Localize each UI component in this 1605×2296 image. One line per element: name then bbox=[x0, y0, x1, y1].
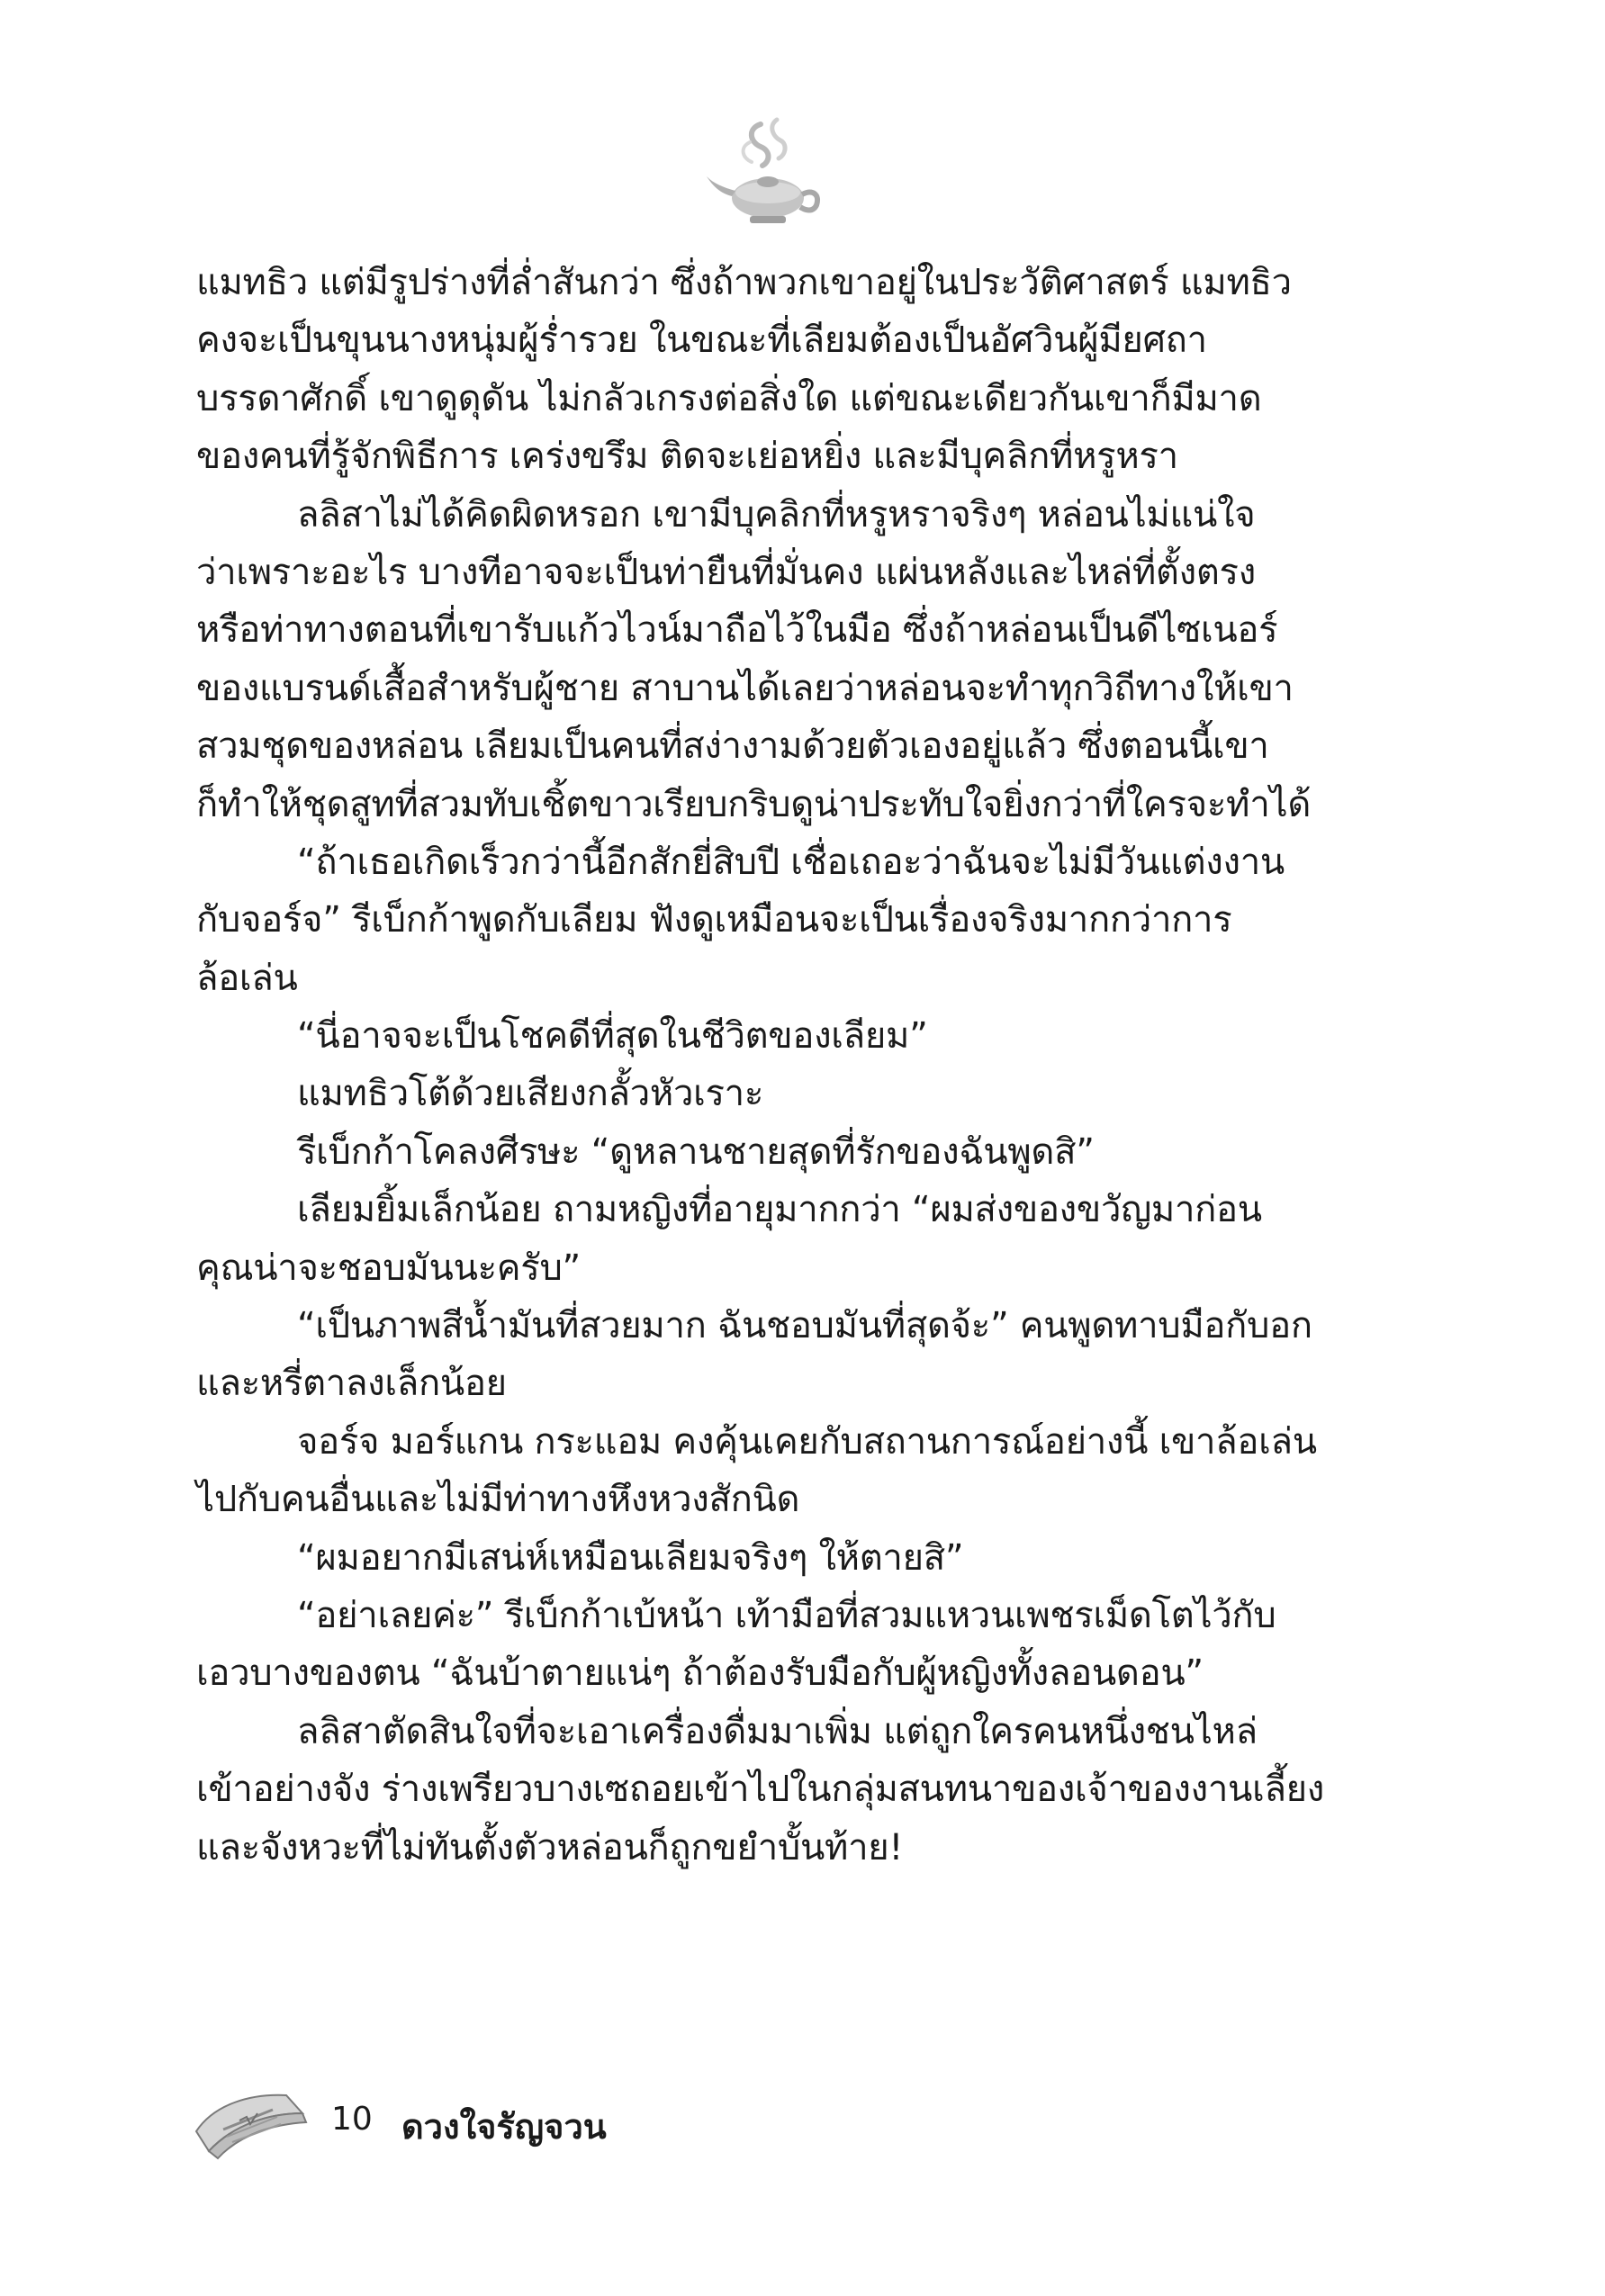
text-line: “ผมอยากมีเสน่ห์เหมือนเลียมจริงๆ ให้ตายสิ” bbox=[297, 1536, 964, 1579]
text-line: “อย่าเลยค่ะ” รีเบ็กก้าเบ้หน้า เท้ามือที่สวมแหวนเพชรเม็ดโตไว้กับ bbox=[297, 1594, 1276, 1636]
text-line: หรือท่าทางตอนที่เขารับแก้วไวน์มาถือไว้ในมือ ซึ่งถ้าหล่อนเป็นดีไซเนอร์ bbox=[196, 609, 1278, 652]
text-line: ไปกับคนอื่นและไม่มีท่าทางหึงหวงสักนิด bbox=[196, 1479, 800, 1521]
text-line: “เป็นภาพสีน้ำมันที่สวยมาก ฉันชอบมันที่สุดจ้ะ” คนพูดทาบมือกับอก bbox=[297, 1305, 1312, 1347]
text-line: ล้อเล่น bbox=[196, 957, 298, 999]
page-footer bbox=[187, 2070, 817, 2169]
text-line: ลลิสาไม่ได้คิดผิดหรอก เขามีบุคลิกที่หรูหราจริงๆ หล่อนไม่แน่ใจ bbox=[297, 493, 1256, 536]
text-line: ลลิสาตัดสินใจที่จะเอาเครื่องดื่มมาเพิ่ม แต่ถูกใครคนหนึ่งชนไหล่ bbox=[297, 1710, 1258, 1752]
text-line: “นี่อาจจะเป็นโชคดีที่สุดในชีวิตของเลียม” bbox=[297, 1015, 928, 1058]
text-line: และจังหวะที่ไม่ทันตั้งตัวหล่อนก็ถูกขยำบั้นท้าย! bbox=[196, 1826, 904, 1868]
body-text bbox=[196, 254, 1366, 1877]
text-line: และหรี่ตาลงเล็กน้อย bbox=[196, 1363, 507, 1405]
text-line: เลียมยิ้มเล็กน้อย ถามหญิงที่อายุมากกว่า “ผมส่งของขวัญมาก่อน bbox=[297, 1189, 1262, 1231]
text-line: แมทธิวโต้ด้วยเสียงกลั้วหัวเราะ bbox=[297, 1073, 764, 1115]
book-title: ดวงใจรัญจวน bbox=[401, 2107, 607, 2147]
text-line: รีเบ็กก้าโคลงศีรษะ “ดูหลานชายสุดที่รักของฉันพูดสิ” bbox=[297, 1130, 1095, 1173]
page-number: 10 bbox=[331, 2101, 373, 2138]
text-line: ว่าเพราะอะไร บางทีอาจจะเป็นท่ายืนที่มั่นคง แผ่นหลังและไหล่ที่ตั้งตรง bbox=[196, 551, 1256, 593]
text-line: ของคนที่รู้จักพิธีการ เคร่งขรึม ติดจะเย่อหยิ่ง และมีบุคลิกที่หรูหรา bbox=[196, 436, 1178, 478]
text-line: สวมชุดของหล่อน เลียมเป็นคนที่สง่างามด้วยตัวเองอยู่แล้ว ซึ่งตอนนี้เขา bbox=[196, 725, 1269, 768]
text-line: กับจอร์จ” รีเบ็กก้าพูดกับเลียม ฟังดูเหมือนจะเป็นเรื่องจริงมากกว่าการ bbox=[196, 899, 1232, 941]
text-line: เข้าอย่างจัง ร่างเพรียวบางเซถอยเข้าไปในกลุ่มสนทนาของเจ้าของงานเลี้ยง bbox=[196, 1769, 1325, 1811]
text-line: ก็ทำให้ชุดสูทที่สวมทับเชิ้ตขาวเรียบกริบดูน่าประทับใจยิ่งกว่าที่ใครจะทำได้ bbox=[196, 783, 1312, 825]
text-line: เอวบางของตน “ฉันบ้าตายแน่ๆ ถ้าต้องรับมือกับผู้หญิงทั้งลอนดอน” bbox=[196, 1652, 1204, 1695]
text-line: บรรดาศักดิ์ เขาดูดุดัน ไม่กลัวเกรงต่อสิ่งใด แต่ขณะเดียวกันเขาก็มีมาด bbox=[196, 377, 1262, 419]
teapot-lamp-icon bbox=[698, 106, 833, 241]
newspaper-icon bbox=[187, 2077, 313, 2163]
text-line: “ถ้าเธอเกิดเร็วกว่านี้อีกสักยี่สิบปี เชื่อเถอะว่าฉันจะไม่มีวันแต่งงาน bbox=[297, 841, 1285, 883]
text-line: จอร์จ มอร์แกน กระแอม คงคุ้นเคยกับสถานการณ์อย่างนี้ เขาล้อเล่น bbox=[297, 1420, 1317, 1463]
text-line: ของแบรนด์เสื้อสำหรับผู้ชาย สาบานได้เลยว่าหล่อนจะทำทุกวิถีทางให้เขา bbox=[196, 667, 1294, 709]
text-line: คงจะเป็นขุนนางหนุ่มผู้ร่ำรวย ในขณะที่เลียมต้องเป็นอัศวินผู้มียศถา bbox=[196, 320, 1207, 362]
text-line: คุณน่าจะชอบมันนะครับ” bbox=[196, 1247, 581, 1289]
text-line: แมทธิว แต่มีรูปร่างที่ล่ำสันกว่า ซึ่งถ้าพวกเขาอยู่ในประวัติศาสตร์ แมทธิว bbox=[196, 262, 1292, 303]
